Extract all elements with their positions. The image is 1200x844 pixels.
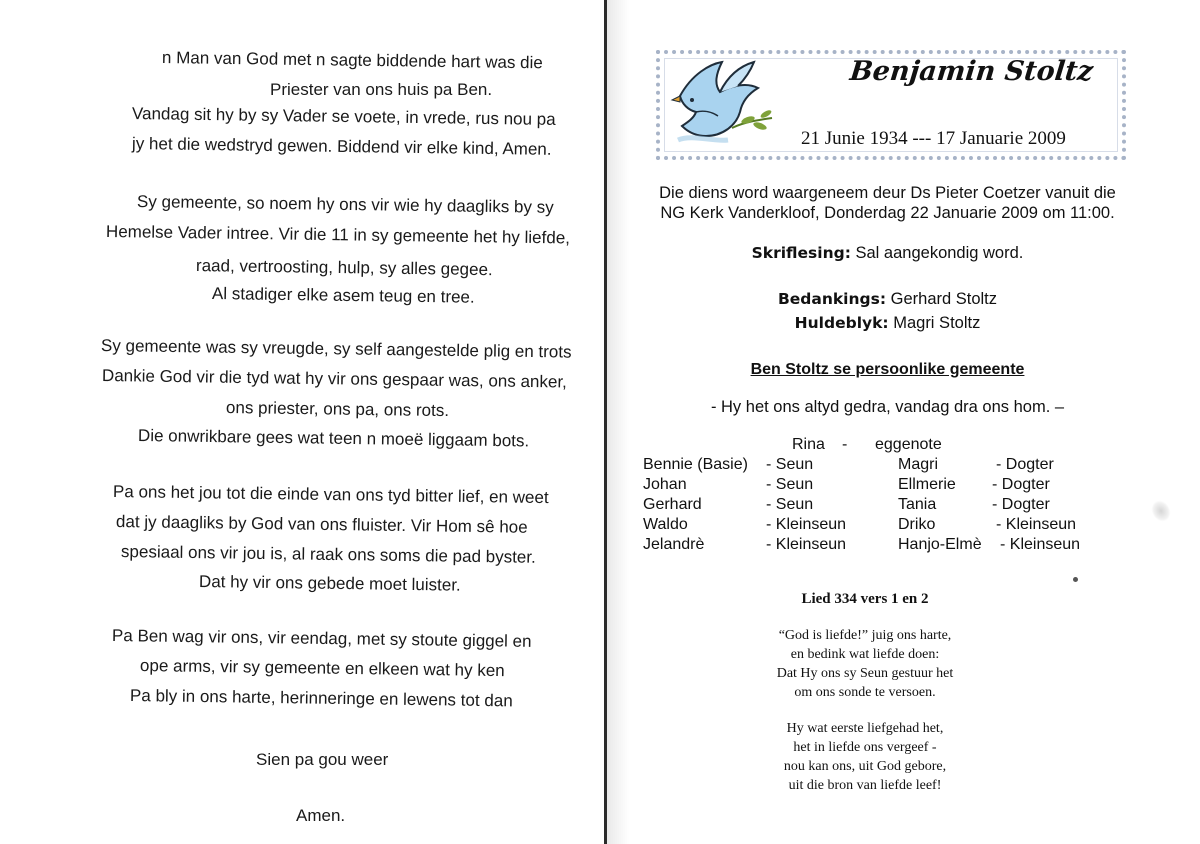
poem-line: n Man van God met n sagte biddende hart was die: [161, 48, 543, 73]
family-member-role: - Dogter: [992, 496, 1050, 513]
scripture-reading: [630, 244, 1145, 263]
poem-line: Al stadiger elke asem teug en tree.: [211, 284, 475, 307]
scripture-value: Sal aangekondig word.: [855, 244, 1024, 262]
dove-icon: [662, 56, 782, 152]
scan-dot: [1073, 577, 1078, 582]
hymn-line: om ons sonde te versoen.: [794, 685, 936, 700]
service-line-1: Die diens word waargeneem deur Ds Pieter Coetzer vanuit die: [659, 184, 1116, 202]
poem-line: ope arms, vir sy gemeente en elkeen wat hy ken: [139, 656, 505, 681]
poem-line: dat jy daagliks by God van ons fluister. Vir Hom sê hoe: [115, 512, 528, 537]
thanks-value: Gerhard Stoltz: [890, 290, 998, 308]
family-member-name: Magri: [898, 456, 939, 473]
spouse-separator: -: [842, 436, 848, 453]
hymn-title-text: Lied 334 vers 1 en 2: [801, 591, 929, 607]
poem-line: jy het die wedstryd gewen. Biddend vir elke kind, Amen.: [131, 134, 552, 159]
family-member-role: - Kleinseun: [1000, 536, 1081, 553]
family-member-name: Ellmerie: [898, 476, 956, 493]
poem-line: Hemelse Vader intree. Vir die 11 in sy gemeente het hy liefde,: [105, 222, 571, 248]
family-member-name: Jelandrè: [643, 536, 705, 553]
hymn-line: Dat Hy ons sy Seun gestuur het: [776, 666, 954, 681]
deceased-name: Benjamin Stoltz: [848, 56, 1095, 87]
scan-smudge: [1148, 497, 1175, 525]
family-heading-text: Ben Stoltz se persoonlike gemeente: [750, 361, 1025, 378]
poem-line: Sy gemeente was sy vreugde, sy self aangestelde plig en trots: [100, 336, 572, 362]
tribute-value: Magri Stoltz: [893, 314, 981, 332]
family-member-name: Waldo: [643, 516, 688, 533]
service-line-2: NG Kerk Vanderkloof, Donderdag 22 Januarie 2009 om 11:00.: [660, 204, 1115, 222]
poem-line: Die onwrikbare gees wat teen n moeë liggaam bots.: [137, 426, 530, 451]
poem-line: Pa Ben wag vir ons, vir eendag, met sy stoute giggel en: [111, 626, 532, 651]
family-member-name: Tania: [898, 496, 937, 513]
page-fold-shadow: [607, 0, 629, 844]
family-member-name: Driko: [898, 516, 936, 533]
tribute-line: [630, 314, 1145, 333]
spouse-role: eggenote: [875, 436, 942, 453]
poem-line: spesiaal ons vir jou is, al raak ons soms die pad byster.: [120, 542, 536, 567]
thanks-label: Bedankings:: [777, 290, 887, 308]
life-dates: 21 Junie 1934 --- 17 Januarie 2009: [801, 128, 1066, 149]
family-member-role: - Dogter: [996, 456, 1054, 473]
family-heading: [630, 360, 1145, 379]
family-member-role: - Kleinseun: [766, 536, 847, 553]
hymn-line: nou kan ons, uit God gebore,: [783, 759, 947, 774]
thanks-line: [630, 290, 1145, 309]
hymn-line: het in liefde ons vergeef -: [793, 740, 937, 755]
hymn-line: en bedink wat liefde doen:: [790, 647, 940, 662]
family-member-role: - Kleinseun: [766, 516, 847, 533]
family-member-role: - Dogter: [992, 476, 1050, 493]
poem-line: Pa bly in ons harte, herinneringe en lewens tot dan: [129, 686, 513, 711]
family-member-name: Gerhard: [643, 496, 702, 513]
hymn-line: uit die bron van liefde leef!: [788, 778, 942, 793]
family-member-name: Johan: [643, 476, 687, 493]
poem-line: Vandag sit hy by sy Vader se voete, in vrede, rus nou pa: [131, 104, 556, 129]
scripture-label: Skriflesing:: [751, 244, 851, 262]
family-member-role: - Seun: [766, 496, 814, 513]
poem-line: Dankie God vir die tyd wat hy vir ons gespaar was, ons anker,: [101, 366, 568, 392]
family-member-role: - Seun: [766, 456, 814, 473]
poem-line: Priester van ons huis pa Ben.: [270, 80, 493, 99]
tribute-label: Huldeblyk:: [794, 314, 889, 332]
poem-line: ons priester, ons pa, ons rots.: [225, 398, 450, 421]
family-member-name: Bennie (Basie): [643, 456, 748, 473]
hymn-line: Hy wat eerste liefgehad het,: [786, 721, 944, 736]
family-motto: - Hy het ons altyd gedra, vandag dra ons hom. –: [710, 398, 1065, 416]
hymn-line: “God is liefde!” juig ons harte,: [778, 628, 952, 643]
poem-line: Dat hy vir ons gebede moet luister.: [198, 572, 461, 595]
family-member-role: - Seun: [766, 476, 814, 493]
spouse-name: Rina: [792, 436, 825, 453]
poem-line: Sy gemeente, so noem hy ons vir wie hy daagliks by sy: [136, 192, 554, 217]
poem-line: raad, vertroosting, hulp, sy alles gegee.: [195, 256, 493, 280]
poem-line: Sien pa gou weer: [256, 750, 389, 769]
family-member-role: - Kleinseun: [996, 516, 1077, 533]
poem-line: Pa ons het jou tot die einde van ons tyd bitter lief, en weet: [112, 482, 549, 508]
hymn-title: [700, 591, 1030, 608]
family-member-name: Hanjo-Elmè: [898, 536, 982, 553]
poem-line: Amen.: [296, 806, 346, 825]
